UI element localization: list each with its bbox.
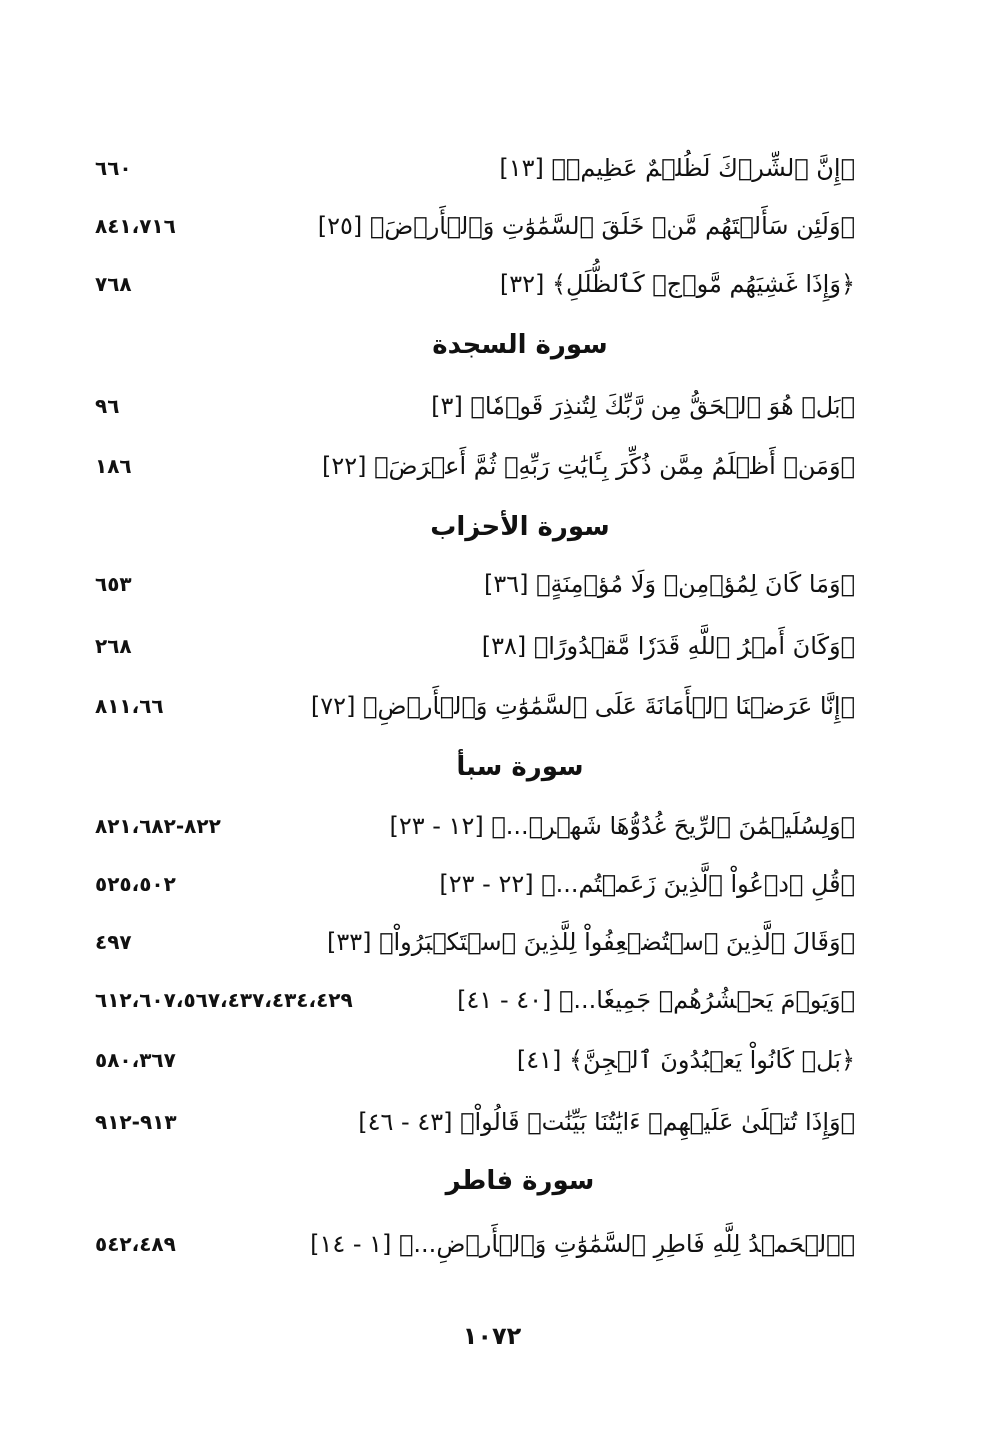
index-entry — [95, 556, 855, 612]
verse-text: ﴿قُلِ ٱدۡعُواْ ٱلَّذِينَ زَعَمۡتُم...﴾ [٢٢ - ٢٣] — [439, 870, 855, 898]
page-refs: ٥٨٠،٣٦٧ — [95, 1048, 176, 1072]
index-entry — [95, 914, 855, 970]
page-refs: ٦١٢،٦٠٧،٥٦٧،٤٣٧،٤٣٤،٤٢٩ — [95, 988, 353, 1012]
page-refs: ٥٤٢،٤٨٩ — [95, 1232, 176, 1256]
verse-text: ﴿وَمَنۡ أَظۡلَمُ مِمَّن ذُكِّرَ بِـَٔايَٰتِ رَبِّهِۦ ثُمَّ أَعۡرَضَ﴾ [٢٢] — [321, 452, 855, 480]
page-refs: ٥٢٥،٥٠٢ — [95, 872, 176, 896]
page-refs: ٤٩٧ — [95, 930, 132, 954]
verse-text: ﴿بَلۡ كَانُواْ يَعۡبُدُونَ ٱلۡجِنَّ﴾ [٤١] — [516, 1046, 855, 1074]
verse-text: ﴿ٱلۡحَمۡدُ لِلَّهِ فَاطِرِ ٱلسَّمَٰوَٰتِ وَٱلۡأَرۡضِ...﴾ [١ - ١٤] — [310, 1230, 855, 1258]
sura-heading: سورة فاطر — [445, 1166, 595, 1196]
index-entry — [95, 1216, 855, 1272]
index-entry — [95, 256, 855, 312]
page-refs: ٩٦ — [95, 394, 120, 418]
verse-text: ﴿وَإِذَا تُتۡلَىٰ عَلَيۡهِمۡ ءَايَٰتُنَا بَيِّنَٰتٖ قَالُواْ﴾ [٤٣ - ٤٦] — [358, 1108, 855, 1136]
index-entry — [95, 198, 855, 254]
verse-text: ﴿وَإِذَا غَشِيَهُم مَّوۡجٞ كَٱلظُّلَلِ﴾ [٣٢] — [499, 270, 855, 298]
page-refs: ٩١٣-٩١٢ — [95, 1110, 177, 1134]
index-entry — [95, 678, 855, 734]
page-refs: ٨٤١،٧١٦ — [95, 214, 176, 238]
verse-text: ﴿بَلۡ هُوَ ٱلۡحَقُّ مِن رَّبِّكَ لِتُنذِرَ قَوۡمٗا﴾ [٣] — [431, 392, 855, 420]
page-refs: ٧٦٨ — [95, 272, 132, 296]
index-entry — [95, 1094, 855, 1150]
page-refs: ١٨٦ — [95, 454, 132, 478]
index-entry — [95, 856, 855, 912]
index-entry — [95, 378, 855, 434]
index-entry — [95, 972, 855, 1028]
verse-text: ﴿وَلَئِن سَأَلۡتَهُم مَّنۡ خَلَقَ ٱلسَّمَٰوَٰتِ وَٱلۡأَرۡضَ﴾ [٢٥] — [317, 212, 855, 240]
sura-heading: سورة السجدة — [432, 330, 608, 360]
page-refs: ٨١١،٦٦ — [95, 694, 164, 718]
index-entry — [95, 438, 855, 494]
verse-text: ﴿وَمَا كَانَ لِمُؤۡمِنٖ وَلَا مُؤۡمِنَةٍ﴾ [٣٦] — [483, 570, 855, 598]
page-refs: ٦٦٠ — [95, 156, 132, 180]
page-refs: ٢٦٨ — [95, 634, 132, 658]
sura-heading: سورة الأحزاب — [430, 512, 610, 542]
index-entry — [95, 1032, 855, 1088]
verse-text: ﴿إِنَّ ٱلشِّرۡكَ لَظُلۡمٌ عَظِيمٞ﴾ [١٣] — [499, 154, 855, 182]
index-entry — [95, 798, 855, 854]
page-refs: ٨٢٢-٨٢١،٦٨٢ — [95, 814, 221, 838]
index-entry — [95, 618, 855, 674]
page-number: ١٠٧٢ — [462, 1322, 522, 1350]
page-refs: ٦٥٣ — [95, 572, 132, 596]
verse-text: ﴿وَيَوۡمَ يَحۡشُرُهُمۡ جَمِيعٗا...﴾ [٤٠ - ٤١] — [457, 986, 855, 1014]
sura-heading: سورة سبأ — [456, 752, 584, 782]
verse-text: ﴿وَكَانَ أَمۡرُ ٱللَّهِ قَدَرٗا مَّقۡدُورًا﴾ [٣٨] — [481, 632, 855, 660]
verse-text: ﴿إِنَّا عَرَضۡنَا ٱلۡأَمَانَةَ عَلَى ٱلسَّمَٰوَٰتِ وَٱلۡأَرۡضِ﴾ [٧٢] — [310, 692, 855, 720]
verse-text: ﴿وَقَالَ ٱلَّذِينَ ٱسۡتُضۡعِفُواْ لِلَّذِينَ ٱسۡتَكۡبَرُواْ﴾ [٣٣] — [326, 928, 855, 956]
index-entry — [95, 140, 855, 196]
verse-text: ﴿وَلِسُلَيۡمَٰنَ ٱلرِّيحَ غُدُوُّهَا شَهۡرٞ...﴾ [١٢ - ٢٣] — [389, 812, 855, 840]
